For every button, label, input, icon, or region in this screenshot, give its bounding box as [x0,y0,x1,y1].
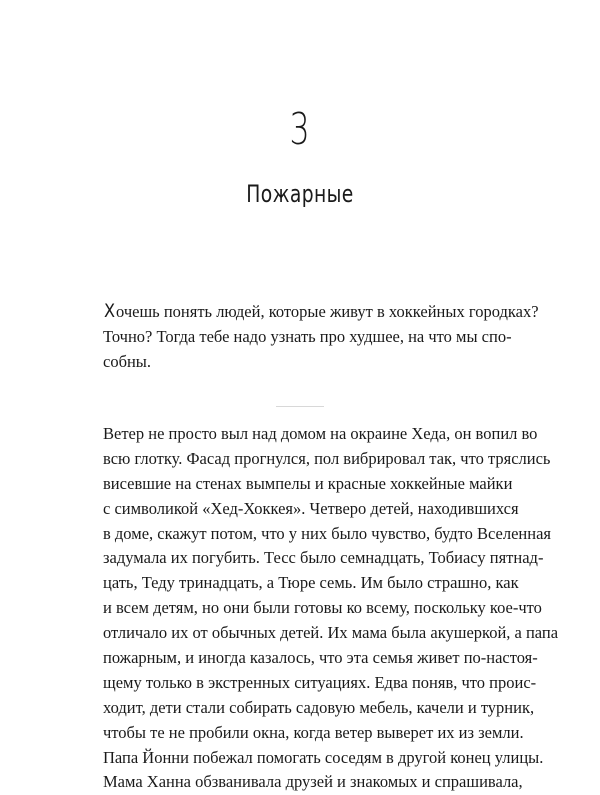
body-line: Ветер не просто выл над домом на окраине Хеда, он вопил во [103,424,538,443]
body-line: всю глотку. Фасад прогнулся, пол вибрировал так, что тряслись [103,448,551,468]
drop-cap: Х [103,300,116,322]
body-line: задумала их погубить. Тесс было семнадцать, Тобиасу пятнад- [103,548,544,568]
body-line: в доме, скажут потом, что у них было чувство, будто Вселенная [103,523,551,543]
epigraph-line: Хочешь понять людей, которые живут в хоккейных городках? [103,300,539,322]
body-line: Мама Ханна обзванивала друзей и знакомых и спрашивала, [103,772,523,792]
body-line: Папа Йонни побежал помогать соседям в другой конец улицы. [103,747,544,767]
body-line: цать, Теду тринадцать, а Тюре семь. Им было страшно, как [103,573,519,593]
body-line: и всем детям, но они были готовы ко всему, поскольку кое-что [103,598,542,618]
body-line: чтобы те не пробили окна, когда ветер выверет их из земли. [103,722,524,742]
section-divider [276,406,324,407]
epigraph-line: Точно? Тогда тебе надо узнать про худшее, на что мы спо- [103,327,512,346]
chapter-number: 3 [289,104,311,155]
body-line: висевшие на стенах вымпелы и красные хоккейные майки [103,473,513,493]
epigraph [103,299,539,374]
body-line: щему только в экстренных ситуациях. Едва поняв, что проис- [103,672,537,692]
body-line: отличало их от обычных детей. Их мама была акушеркой, а папа [103,623,559,643]
body-line: пожарным, и иногда казалось, что эта семья живет по-настоя- [103,648,538,668]
chapter-body [103,422,559,795]
body-line: ходит, дети стали собирать садовую мебель, качели и турник, [103,697,535,717]
chapter-title: Пожарные [246,180,354,208]
body-line: с символикой «Хед-Хоккея». Четверо детей, находившихся [103,498,519,518]
epigraph-line: собны. [103,352,152,371]
